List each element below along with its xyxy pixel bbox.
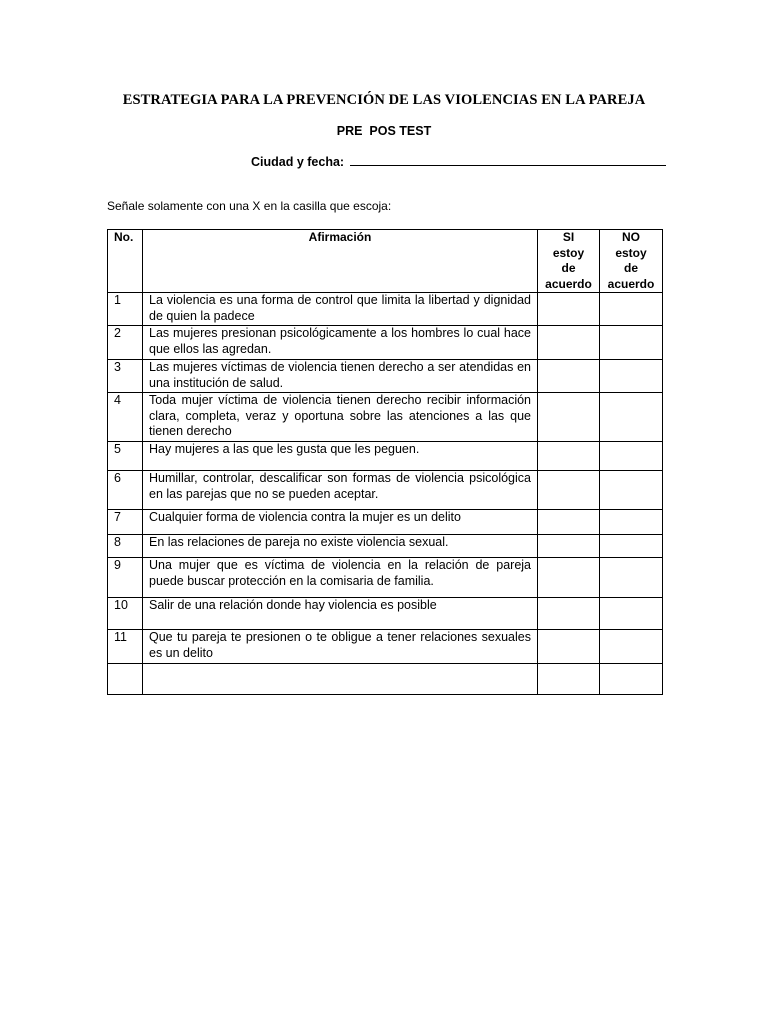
header-agree bbox=[538, 230, 600, 293]
row-number: 8 bbox=[108, 535, 143, 558]
table-header-row bbox=[108, 230, 663, 293]
header-disagree-line: acuerdo bbox=[607, 276, 655, 291]
row-number: 2 bbox=[108, 326, 143, 360]
row-statement bbox=[143, 664, 538, 695]
table-row bbox=[108, 664, 663, 695]
row-number: 1 bbox=[108, 293, 143, 326]
header-no: No. bbox=[108, 230, 143, 293]
row-statement: Las mujeres presionan psicológicamente a los hombres lo cual hace que ellos las agredan. bbox=[143, 326, 538, 360]
disagree-checkbox-cell[interactable] bbox=[600, 664, 663, 695]
row-number: 3 bbox=[108, 360, 143, 393]
disagree-checkbox-cell[interactable] bbox=[600, 630, 663, 664]
row-number: 4 bbox=[108, 393, 143, 442]
table-row bbox=[108, 535, 663, 558]
table-row bbox=[108, 360, 663, 393]
header-disagree-line: NO bbox=[622, 230, 640, 244]
row-number: 9 bbox=[108, 558, 143, 598]
header-agree-line: estoy bbox=[552, 245, 585, 260]
header-agree-line: acuerdo bbox=[545, 276, 592, 291]
row-number: 10 bbox=[108, 598, 143, 630]
header-statement: Afirmación bbox=[143, 230, 538, 293]
table-row bbox=[108, 293, 663, 326]
table-row bbox=[108, 326, 663, 360]
agree-checkbox-cell[interactable] bbox=[538, 630, 600, 664]
header-disagree-line: estoy bbox=[615, 245, 647, 260]
agree-checkbox-cell[interactable] bbox=[538, 442, 600, 471]
disagree-checkbox-cell[interactable] bbox=[600, 510, 663, 535]
agree-checkbox-cell[interactable] bbox=[538, 598, 600, 630]
city-date-label: Ciudad y fecha: bbox=[251, 155, 345, 169]
row-number: 6 bbox=[108, 471, 143, 510]
row-statement: La violencia es una forma de control que limita la libertad y dignidad de quien la padece bbox=[143, 293, 538, 326]
table-row bbox=[108, 510, 663, 535]
agree-checkbox-cell[interactable] bbox=[538, 326, 600, 360]
city-date-blank[interactable] bbox=[350, 153, 666, 166]
disagree-checkbox-cell[interactable] bbox=[600, 471, 663, 510]
disagree-checkbox-cell[interactable] bbox=[600, 360, 663, 393]
row-number: 7 bbox=[108, 510, 143, 535]
table-row bbox=[108, 598, 663, 630]
row-statement: En las relaciones de pareja no existe violencia sexual. bbox=[143, 535, 538, 558]
disagree-checkbox-cell[interactable] bbox=[600, 558, 663, 598]
agree-checkbox-cell[interactable] bbox=[538, 535, 600, 558]
table-row bbox=[108, 558, 663, 598]
row-number: 11 bbox=[108, 630, 143, 664]
agree-checkbox-cell[interactable] bbox=[538, 360, 600, 393]
disagree-checkbox-cell[interactable] bbox=[600, 535, 663, 558]
header-disagree-line: de bbox=[623, 261, 638, 275]
row-statement: Que tu pareja te presionen o te obligue a tener relaciones sexuales es un delito bbox=[143, 630, 538, 664]
table-row bbox=[108, 471, 663, 510]
row-statement: Hay mujeres a las que les gusta que les peguen. bbox=[143, 442, 538, 471]
instructions-text: Señale solamente con una X en la casilla que escoja: bbox=[107, 199, 392, 213]
city-date-line bbox=[251, 153, 666, 169]
row-statement: Las mujeres víctimas de violencia tienen derecho a ser atendidas en una institución de salud. bbox=[143, 360, 538, 393]
disagree-checkbox-cell[interactable] bbox=[600, 326, 663, 360]
row-statement: Salir de una relación donde hay violencia es posible bbox=[143, 598, 538, 630]
disagree-checkbox-cell[interactable] bbox=[600, 293, 663, 326]
disagree-checkbox-cell[interactable] bbox=[600, 393, 663, 442]
agree-checkbox-cell[interactable] bbox=[538, 664, 600, 695]
disagree-checkbox-cell[interactable] bbox=[600, 442, 663, 471]
row-statement: Humillar, controlar, descalificar son formas de violencia psicológica en las parejas que no se pueden aceptar. bbox=[143, 471, 538, 510]
header-disagree bbox=[600, 230, 663, 293]
survey-table bbox=[107, 229, 663, 695]
row-statement: Toda mujer víctima de violencia tienen derecho recibir información clara, completa, veraz y oportuna sobre las atenciones a las que tienen derecho bbox=[143, 393, 538, 442]
agree-checkbox-cell[interactable] bbox=[538, 558, 600, 598]
document-title: ESTRATEGIA PARA LA PREVENCIÓN DE LAS VIOLENCIAS EN LA PAREJA bbox=[122, 92, 646, 108]
row-statement: Una mujer que es víctima de violencia en la relación de pareja puede buscar protección en la comisaria de familia. bbox=[143, 558, 538, 598]
header-agree-line: de bbox=[561, 261, 576, 275]
table-row bbox=[108, 393, 663, 442]
agree-checkbox-cell[interactable] bbox=[538, 510, 600, 535]
document-subtitle: PRE POS TEST bbox=[336, 124, 432, 138]
table-row bbox=[108, 630, 663, 664]
agree-checkbox-cell[interactable] bbox=[538, 471, 600, 510]
header-agree-line: SI bbox=[562, 230, 575, 244]
row-number: 5 bbox=[108, 442, 143, 471]
agree-checkbox-cell[interactable] bbox=[538, 393, 600, 442]
table-row bbox=[108, 442, 663, 471]
agree-checkbox-cell[interactable] bbox=[538, 293, 600, 326]
row-statement: Cualquier forma de violencia contra la mujer es un delito bbox=[143, 510, 538, 535]
disagree-checkbox-cell[interactable] bbox=[600, 598, 663, 630]
row-number bbox=[108, 664, 143, 695]
